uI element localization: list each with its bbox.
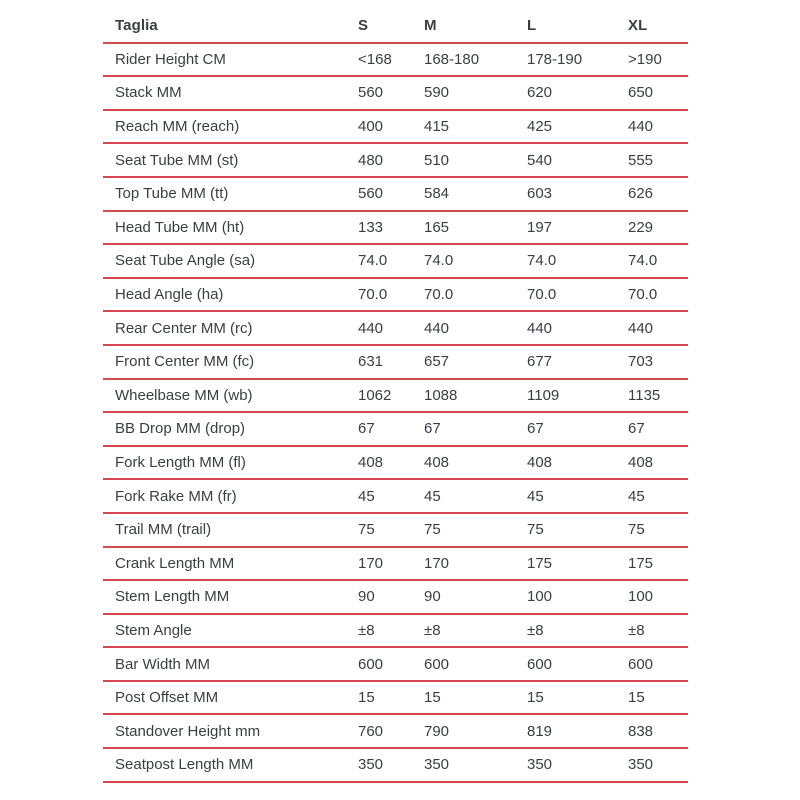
row-value: 415 (424, 110, 527, 144)
row-value: 560 (358, 76, 424, 110)
row-value: >190 (628, 43, 688, 77)
row-value: 170 (424, 547, 527, 581)
table-row (103, 412, 688, 446)
row-value: 100 (628, 580, 688, 614)
row-value: 75 (527, 513, 628, 547)
row-label: Stem Length MM (103, 580, 358, 614)
row-value: 440 (527, 311, 628, 345)
row-value: ±8 (527, 614, 628, 648)
row-value: 74.0 (358, 244, 424, 278)
row-value: 408 (358, 446, 424, 480)
table-row (103, 714, 688, 748)
row-value: 480 (358, 143, 424, 177)
row-value: 67 (358, 412, 424, 446)
row-value: 408 (424, 446, 527, 480)
row-value: 590 (424, 76, 527, 110)
row-value: 440 (358, 311, 424, 345)
row-value: 408 (628, 446, 688, 480)
row-value: 440 (628, 110, 688, 144)
row-label: Stack MM (103, 76, 358, 110)
row-value: 229 (628, 211, 688, 245)
row-value: 819 (527, 714, 628, 748)
header-row (103, 10, 688, 43)
table-row (103, 177, 688, 211)
row-value: 45 (424, 479, 527, 513)
row-value: ±8 (424, 614, 527, 648)
row-value: 165 (424, 211, 527, 245)
row-value: <168 (358, 43, 424, 77)
row-value: ±8 (628, 614, 688, 648)
row-value: 703 (628, 345, 688, 379)
row-label: Crank Length MM (103, 547, 358, 581)
row-value: 15 (424, 681, 527, 715)
table-row (103, 614, 688, 648)
row-value: 350 (424, 748, 527, 782)
row-value: 1088 (424, 379, 527, 413)
row-value: 555 (628, 143, 688, 177)
row-value: 175 (527, 547, 628, 581)
row-label: Bar Width MM (103, 647, 358, 681)
header-size-xl: XL (628, 10, 688, 43)
row-value: 70.0 (358, 278, 424, 312)
header-size-label: Taglia (103, 10, 358, 43)
table-row (103, 311, 688, 345)
table-row (103, 76, 688, 110)
row-label: Seatpost Length MM (103, 748, 358, 782)
row-label: Top Tube MM (tt) (103, 177, 358, 211)
row-value: 70.0 (527, 278, 628, 312)
row-value: 603 (527, 177, 628, 211)
row-value: 45 (527, 479, 628, 513)
row-value: 90 (358, 580, 424, 614)
row-value: 626 (628, 177, 688, 211)
row-value: 425 (527, 110, 628, 144)
row-value: 540 (527, 143, 628, 177)
table-header (103, 10, 688, 43)
row-label: Post Offset MM (103, 681, 358, 715)
row-value: 67 (628, 412, 688, 446)
table-row (103, 681, 688, 715)
row-value: 197 (527, 211, 628, 245)
row-value: 45 (628, 479, 688, 513)
row-value: 838 (628, 714, 688, 748)
row-value: 790 (424, 714, 527, 748)
row-value: 15 (527, 681, 628, 715)
table-row (103, 580, 688, 614)
row-value: 408 (527, 446, 628, 480)
geometry-table-body (103, 43, 688, 782)
table-row (103, 211, 688, 245)
table-row (103, 479, 688, 513)
row-value: 631 (358, 345, 424, 379)
row-value: 600 (527, 647, 628, 681)
row-value: 600 (424, 647, 527, 681)
row-value: 350 (358, 748, 424, 782)
row-label: Stem Angle (103, 614, 358, 648)
row-value: 74.0 (628, 244, 688, 278)
row-value: 350 (628, 748, 688, 782)
row-label: Reach MM (reach) (103, 110, 358, 144)
row-value: 133 (358, 211, 424, 245)
row-label: Front Center MM (fc) (103, 345, 358, 379)
table-row (103, 244, 688, 278)
row-label: Head Angle (ha) (103, 278, 358, 312)
row-label: Standover Height mm (103, 714, 358, 748)
row-value: 74.0 (424, 244, 527, 278)
table-row (103, 446, 688, 480)
header-size-s: S (358, 10, 424, 43)
row-value: 350 (527, 748, 628, 782)
row-value: 560 (358, 177, 424, 211)
row-value: 1135 (628, 379, 688, 413)
row-value: 440 (424, 311, 527, 345)
row-value: ±8 (358, 614, 424, 648)
table-row (103, 379, 688, 413)
row-label: Wheelbase MM (wb) (103, 379, 358, 413)
table-row (103, 43, 688, 77)
header-size-l: L (527, 10, 628, 43)
row-value: 677 (527, 345, 628, 379)
row-value: 168-180 (424, 43, 527, 77)
geometry-table (103, 10, 688, 783)
table-row (103, 143, 688, 177)
table-row (103, 647, 688, 681)
row-value: 74.0 (527, 244, 628, 278)
size-geometry-table (103, 10, 688, 783)
row-label: Fork Rake MM (fr) (103, 479, 358, 513)
row-value: 15 (358, 681, 424, 715)
row-value: 15 (628, 681, 688, 715)
row-label: Trail MM (trail) (103, 513, 358, 547)
row-value: 100 (527, 580, 628, 614)
row-value: 1109 (527, 379, 628, 413)
row-value: 170 (358, 547, 424, 581)
row-value: 178-190 (527, 43, 628, 77)
row-value: 600 (628, 647, 688, 681)
table-row (103, 748, 688, 782)
row-value: 70.0 (424, 278, 527, 312)
row-label: Seat Tube MM (st) (103, 143, 358, 177)
row-label: Head Tube MM (ht) (103, 211, 358, 245)
row-label: Rear Center MM (rc) (103, 311, 358, 345)
row-value: 584 (424, 177, 527, 211)
row-value: 75 (424, 513, 527, 547)
table-row (103, 345, 688, 379)
row-value: 1062 (358, 379, 424, 413)
row-value: 650 (628, 76, 688, 110)
table-row (103, 278, 688, 312)
row-value: 760 (358, 714, 424, 748)
row-value: 75 (628, 513, 688, 547)
row-label: BB Drop MM (drop) (103, 412, 358, 446)
row-value: 175 (628, 547, 688, 581)
row-value: 45 (358, 479, 424, 513)
row-value: 67 (424, 412, 527, 446)
row-value: 90 (424, 580, 527, 614)
row-value: 600 (358, 647, 424, 681)
row-value: 657 (424, 345, 527, 379)
row-value: 67 (527, 412, 628, 446)
row-value: 70.0 (628, 278, 688, 312)
row-value: 620 (527, 76, 628, 110)
row-value: 400 (358, 110, 424, 144)
row-label: Seat Tube Angle (sa) (103, 244, 358, 278)
row-value: 75 (358, 513, 424, 547)
table-row (103, 110, 688, 144)
table-row (103, 547, 688, 581)
row-label: Fork Length MM (fl) (103, 446, 358, 480)
row-label: Rider Height CM (103, 43, 358, 77)
table-row (103, 513, 688, 547)
row-value: 510 (424, 143, 527, 177)
row-value: 440 (628, 311, 688, 345)
header-size-m: M (424, 10, 527, 43)
